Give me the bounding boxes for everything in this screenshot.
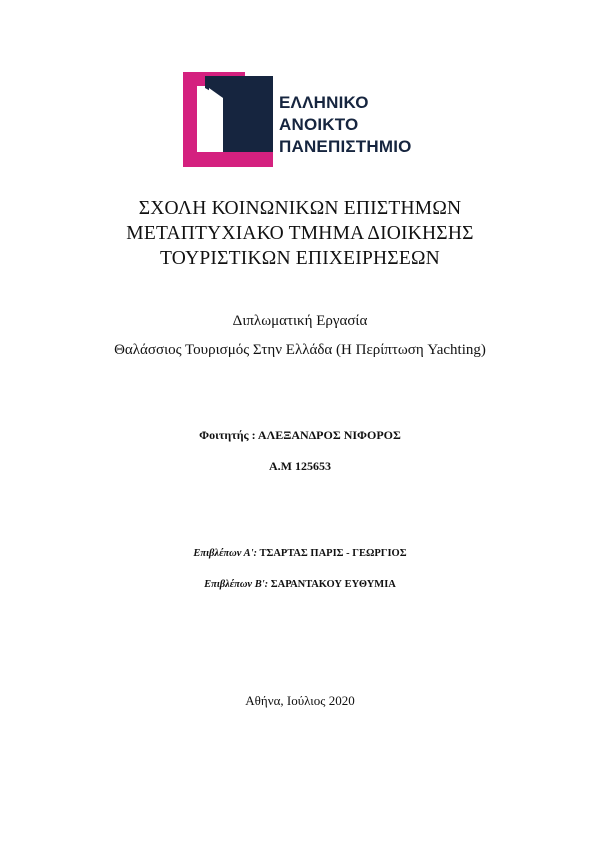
logo-line-2: ΑΝΟΙΚΤΟ xyxy=(279,115,359,134)
supervisor-b-name: ΣΑΡΑΝΤΑΚΟΥ ΕΥΘΥΜΙΑ xyxy=(268,579,396,590)
logo-line-3: ΠΑΝΕΠΙΣΤΗΜΙΟ xyxy=(279,137,412,156)
thesis-title: Θαλάσσιος Τουρισμός Στην Ελλάδα (Η Περίπτωση Yachting) xyxy=(114,342,486,358)
thesis-type: Διπλωματική Εργασία xyxy=(232,313,368,329)
supervisor-b-label: Επιβλέπων Β': xyxy=(204,579,269,590)
university-logo xyxy=(183,72,433,167)
school-line-3: ΤΟΥΡΙΣΤΙΚΩΝ ΕΠΙΧΕΙΡΗΣΕΩΝ xyxy=(160,248,440,269)
student-id: Α.Μ 125653 xyxy=(269,459,331,473)
logo-line-1: ΕΛΛΗΝΙΚΟ xyxy=(279,93,369,112)
place-date: Αθήνα, Ιούλιος 2020 xyxy=(245,693,355,708)
logo-wordmark xyxy=(279,92,412,158)
logo-mark-icon xyxy=(183,72,273,167)
supervisor-a-name: ΤΣΑΡΤΑΣ ΠΑΡΙΣ - ΓΕΩΡΓΙΟΣ xyxy=(257,548,407,559)
school-line-2: ΜΕΤΑΠΤΥΧΙΑΚΟ ΤΜΗΜΑ ΔΙΟΙΚΗΣΗΣ xyxy=(126,223,474,244)
supervisor-b xyxy=(0,579,600,590)
school-line-1: ΣΧΟΛΗ ΚΟΙΝΩΝΙΚΩΝ ΕΠΙΣΤΗΜΩΝ xyxy=(138,198,462,219)
school-heading xyxy=(0,196,600,271)
student-name: Φοιτητής : ΑΛΕΞΑΝΔΡΟΣ ΝΙΦΟΡΟΣ xyxy=(199,428,401,442)
supervisor-a xyxy=(0,548,600,559)
supervisor-a-label: Επιβλέπων Α': xyxy=(193,548,258,559)
